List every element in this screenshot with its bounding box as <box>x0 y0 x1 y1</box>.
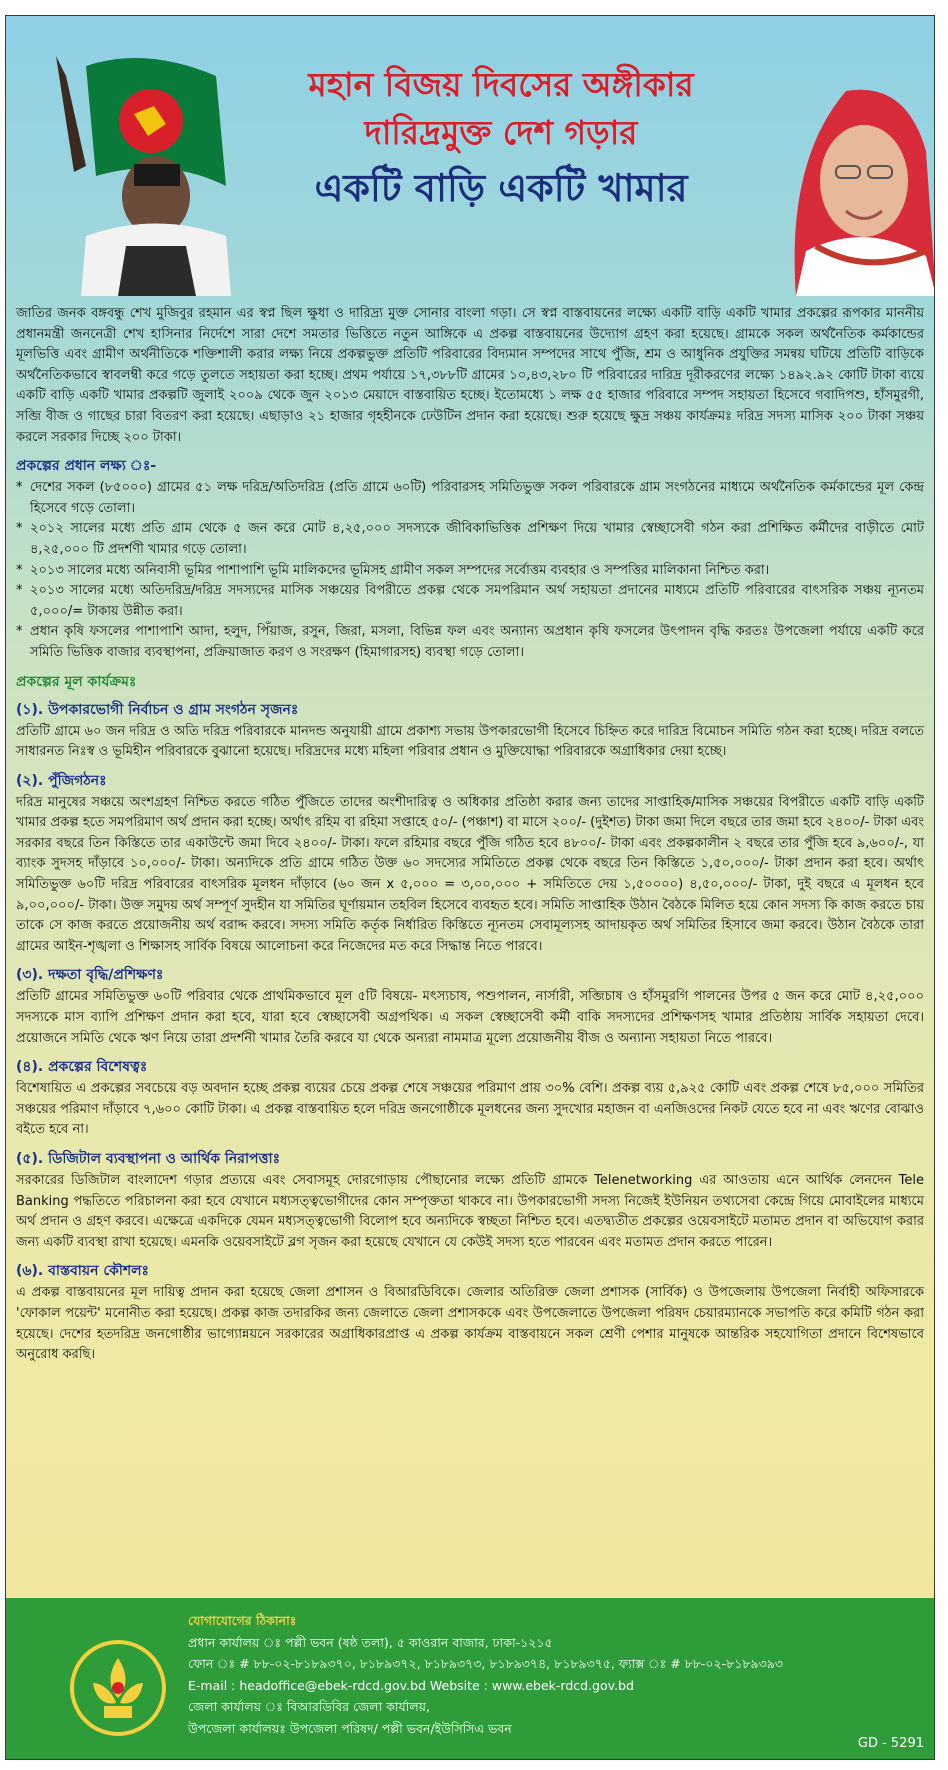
section-text: বিশেষায়িত এ প্রকল্পের সবচেয়ে বড় অবদান হচ্ছে প্রকল্প ব্যয়ের চেয়ে প্রকল্প শেষে সঞ্চয়ের পরিমাণ প্রায় ৩০% বেশি। প্রকল্প ব্যয় ৫,৯২৫ কোটি এবং প্রকল্প শেষে ৮৫,০০০ সমিতির সঞ্চয়ের পরিমাণ দাঁড়াবে ৭,৬০০ কোটি টাকা। এ প্রকল্প বাস্তবায়িত হলে দরিদ্র জনগোষ্ঠীকে মূলধনের জন্য সুদখোর মহাজন বা এনজিওদের নিকট যেতে হবে না এবং ঋণের বোঝাও বইতে হবে না। <box>16 1081 924 1138</box>
goals-list <box>16 478 924 663</box>
intro-paragraph: জাতির জনক বঙ্গবন্ধু শেখ মুজিবুর রহমান এর স্বপ্ন ছিল ক্ষুধা ও দারিদ্র্য মুক্ত সোনার বাংলা গড়া। সে স্বপ্ন বাস্তবায়নের লক্ষ্যে একটি বাড়ি একটি খামার প্রকল্পের রূপকার মাননীয় প্রধানমন্ত্রী জননেত্রী শেখ হাসিনার নির্দেশে সারা দেশে সমতার ভিত্তিতে নতুন আঙ্গিকে এ প্রকল্প বাস্তবায়নের উদ্যোগ গ্রহণ করা হয়েছে। গ্রামকে সকল অর্থনৈতিক কর্মকান্ডের মূলভিত্তি এবং গ্রামীণ অর্থনীতিকে শক্তিশালী করার লক্ষ্য নিয়ে প্রকল্পভুক্ত প্রতিটি পরিবারের বিদ্যমান সম্পদের সাথে পুঁজি, শ্রম ও আধুনিক প্রযুক্তির সমন্বয় ঘটিয়ে প্রতিটি বাড়িকে অর্থনৈতিকভাবে স্বাবলম্বী করে গড়ে তুলতে সহায়তা করা হচ্ছে। প্রথম পর্যায়ে ১৭,৩৮৮টি গ্রামের ১০,৪৩,২৮০ টি পরিবারের দারিদ্র দূরীকরণের লক্ষ্যে ১৪৯২.৯২ কোটি টাকা ব্যয়ে একটি বাড়ি একটি খামার প্রকল্পটি জুলাই ২০০৯ থেকে জুন ২০১৩ মেয়াদে বাস্তবায়িত হচ্ছে। ইতোমধ্যে ১ লক্ষ ৫৫ হাজার পরিবারে সম্পদ সহায়তা হিসেবে গবাদিপশু, হাঁসমুরগী, সব্জি বীজ ও গাছের চারা বিতরণ করা হয়েছে। এছাড়াও ২১ হাজার গৃহহীনকে ঢেউটিন প্রদান করা হয়েছে। শুরু হয়েছে ক্ষুদ্র সঞ্চয় কার্যক্রমঃ দরিদ্র সদস্য মাসিক ২০০ টাকা সঞ্চয় করলে সরকার দিচ্ছে ২০০ টাকা। <box>16 306 924 445</box>
ad-code: GD - 5291 <box>857 1736 924 1751</box>
list-item: * দেশের সকল (৮৫০০০) গ্রামের ৫১ লক্ষ দরিদ্র/অতিদরিদ্র (প্রতি গ্রামে ৬০টি) পরিবারসহ সমিতিভুক্ত সকল পরিবারকে গ্রাম সংগঠনের মাধ্যমে অর্থনৈতিক কর্মকান্ডের মূল কেন্দ্র হিসেবে গড়ে তোলা। <box>16 480 924 516</box>
section-text: সরকারের ডিজিটাল বাংলাদেশ গড়ার প্রত্যয়ে এবং সেবাসমূহ দোরগোড়ায় পৌছানোর লক্ষ্যে প্রতিটি গ্রামকে Telenetworking এর আওতায় এনে আর্থিক লেনদেন Tele Banking পদ্ধতিতে পরিচালনা করা হবে যেখানে মধ্যসত্ত্বভোগীদের কোন সম্পৃক্ততা থাকবে না। উপকারভোগী সদস্য নিজেই ইউনিয়ন তথ্যসেবা কেন্দ্রে গিয়ে মোবাইলের মাধ্যমে অর্থ প্রদান ও গ্রহণ করবে। এক্ষেত্রে একদিকে যেমন মধ্যসত্ত্বভোগী বিলোপ হবে অন্যদিকে স্বচ্ছতা নিশ্চিত হবে। এতদ্ব্যতীত প্রকল্পের ওয়েবসাইটে মতামত প্রদান বা অভিযোগ করার জন্য একটি ব্যবস্থা রাখা হয়েছে। এমনকি ওয়েবসাইটে ব্লগ সৃজন করা হয়েছে যেখানে যে কেউই সদস্য হতে পারবেন এবং মতামত প্রদান করতে পারেন। <box>16 1173 924 1250</box>
footer <box>6 1598 934 1760</box>
contact-line: জেলা কার্যালয় ঃ বিআরডিবির জেলা কার্যালয়, <box>188 1699 431 1714</box>
section-title: (৬). বাস্তবায়ন কৌশলঃ <box>16 1263 149 1280</box>
content <box>16 304 924 1370</box>
contact-line: ফোন ঃ # ৮৮-০২-৮১৮৯৩৭০, ৮১৮৯৩৭২, ৮১৮৯৩৭৩, ৮১৮৯৩৭৪, ৮১৮৯৩৭৫, ফ্যাক্স ঃ # ৮৮-০২-৮১৮৯৩৯৩ <box>188 1656 784 1671</box>
list-item: * ২০১৩ সালের মধ্যে অতিদরিদ্র/দরিদ্র সদস্যদের মাসিক সঞ্চয়ের বিপরীতে প্রকল্প থেকে সমপরিমান অর্থ সহায়তা প্রদানের মাধ্যমে প্রতিটি পরিবারের বাৎসরিক সঞ্চয় ন্যূনতম ৫,০০০/= টাকায় উন্নীত করা। <box>16 583 924 619</box>
section-title: (১). উপকারভোগী নির্বাচন ও গ্রাম সংগঠন সৃজনঃ <box>16 701 299 718</box>
section-text: প্রতিটি গ্রামের সমিতিভুক্ত ৬০টি পরিবার থেকে প্রাথমিকভাবে মূল ৫টি বিষয়ে- মৎস্যচাষ, পশুপালন, নার্সারী, সব্জিচাষ ও হাঁসমুরগি পালনের উপর ৫ জন করে মোট ৪,২৫,০০০ সদস্যকে মাস ব্যাপি প্রশিক্ষণ প্রদান করা হবে, যারা হবে স্বেচ্ছাসেবী অগ্রপথিক। এ সকল স্বেচ্ছাসেবী কর্মী বাকি সদস্যদের প্রশিক্ষণসহ খামার প্রতিষ্ঠায় সার্বিক সহায়তা দেবে। প্রয়োজনে সমিতি থেকে ঋণ নিয়ে তারা প্রদর্শনী খামার তৈরি করবে যা থেকে অন্যরা নামমাত্র মূল্যে প্রয়োজনীয় বীজ ও অন্যান্য সহায়তা নিতে পারবে। <box>16 989 924 1046</box>
contact-line: উপজেলা কার্যালয়ঃ উপজেলা পরিষদ/ পল্লী ভবন/ইউসিসিএ ভবন <box>188 1720 512 1736</box>
section-title: (৪). প্রকল্পের বিশেষত্বঃ <box>16 1059 148 1076</box>
section-title: (৫). ডিজিটাল ব্যবস্থাপনা ও আর্থিক নিরাপত্তাঃ <box>16 1151 281 1167</box>
title-block <box>236 61 766 219</box>
section-text: দরিদ্র মানুষের সঞ্চয়ে অংশগ্রহণ নিশ্চিত করতে গঠিত পুঁজিতে তাদের অংশীদারিত্ব ও অধিকার প্রতিষ্ঠা করার জন্য তাদের সাপ্তাহিক/মাসিক সঞ্চয়ের বিপরীতে একটি বাড়ি একটি খামার প্রকল্প হতে সমপরিমাণ অর্থ প্রদান করা হচ্ছে। অর্থাৎ রহিম বা রহিমা সপ্তাহে ৫০/- (পঞ্চাশ) বা মাসে ২০০/- (দুইশত) টাকা জমা দিলে বছরে তার জমা হবে ২৪০০/- টাকা এবং সরকার বছরে তিন কিস্তিতে তার একাউন্টে জমা দিবে ২৪০০/- টাকা। ফলে রহিমার বছরে পুঁজি গঠিত হবে ৪৮০০/- টাকা এবং প্রকল্পকালীন ২ বছরে তার পুঁজি হবে ৯,৬০০/-, যা ব্যাংক সুদসহ দাঁড়াবে ১০,০০০/- টাকা। অন্যদিকে প্রতি গ্রামে গঠিত উক্ত ৬০ সদস্যের সমিতিতে প্রকল্প থেকে বছরে তিন কিস্তিতে ১,৫০,০০০/- টাকা প্রদান করা হবে। অর্থাৎ সমিতিভুক্ত ৬০টি দরিদ্র পরিবারের বাৎসরিক মূলধন দাঁড়াবে (৬০ জন x ৫,০০০ = ৩,০০,০০০ + সমিতিতে দেয় ১,৫০০০০) ৪,৫০,০০০/- টাকা, দুই বছরে এ মূলধন হবে ৯,০০,০০০/- টাকা। উক্ত সমুদয় অর্থ সম্পূর্ণ সুদহীন যা সমিতির ঘূর্ণায়মান তহবিল হিসেবে ব্যবহৃত হবে। সমিতি সাপ্তাহিক উঠান বৈঠকে মিলিত হয়ে কোন সদস্য কি কাজ করতে চায় তাকে সে কাজ করতে প্রয়োজনীয় অর্থ বরাদ্দ করবে। সদস্য সমিতি কর্তৃক নির্ধারিত কিস্তিতে ন্যূনতম সেবামূল্যসহ আদায়কৃত অর্থ সমিতির হিসাবে জমা করবে। উঠান বৈঠকে তারা গ্রামের আইন-শৃঙ্খলা ও শিক্ষাসহ সার্বিক বিষয়ে আলোচনা করে নিজেদের মত করে সিদ্ধান্ত নিতে পারবে। <box>16 794 925 954</box>
contact-line: E-mail : headoffice@ebek-rdcd.gov.bd Website : www.ebek-rdcd.gov.bd <box>188 1677 634 1693</box>
bullet: * <box>16 562 23 578</box>
contact-heading: যোগাযোগের ঠিকানাঃ <box>188 1613 297 1628</box>
list-item: * প্রধান কৃষি ফসলের পাশাপাশি আদা, হলুদ, পিঁয়াজ, রসুন, জিরা, মসলা, বিভিন্ন ফল এবং অন্যান্য অপ্রধান কৃষি ফসলের উৎপাদন বৃদ্ধি করতঃ উপজেলা পর্যায়ে একটি করে সমিতি ভিত্তিক বাজার ব্যবস্থাপনা, প্রক্রিয়াজাত করণ ও সংরক্ষণ (হিমাগারসহ) ব্যবস্থা গড়ে তোলা। <box>16 624 924 660</box>
section-text: প্রতিটি গ্রামে ৬০ জন দরিদ্র ও অতি দরিদ্র পরিবারকে মানদন্ড অনুযায়ী গ্রামে প্রকাশ্য সভায় উপকারভোগী হিসেবে চিহ্নিত করে দারিদ্র বিমোচন সমিতি গঠন করা হচ্ছে। দরিদ্র বলতে সাধারনত নিঃস্ব ও ভূমিহীন পরিবারকে বুঝানো হয়েছে। দরিদ্রদের মধ্যে মহিলা পরিবার প্রধান ও মুক্তিযোদ্ধা পরিবারকে অগ্রাধিকার দেয়া হচ্ছে। <box>16 723 924 760</box>
list-item: * ২০১২ সালের মধ্যে প্রতি গ্রাম থেকে ৫ জন করে মোট ৪,২৫,০০০ সদস্যকে জীবিকাভিত্তিক প্রশিক্ষণ দিয়ে খামার স্বেচ্ছাসেবী গঠন করা প্রশিক্ষিত কর্মীদের বাড়ীতে মোট ৪,২৫,০০০ টি প্রদর্শণী খামার গড়ে তোলা। <box>16 521 924 557</box>
section-title: (৩). দক্ষতা বৃদ্ধি/প্রশিক্ষণঃ <box>16 967 164 984</box>
leader-portrait-image <box>776 71 935 296</box>
bullet: * <box>16 521 23 537</box>
title-line-2: দারিদ্রমুক্ত দেশ গড়ার <box>364 113 638 152</box>
bullet: * <box>16 583 23 599</box>
list-item: * ২০১৩ সালের মধ্যে অনিবাসী ভূমির পাশাপাশি ভূমি মালিকদের ভূমিসহ গ্রামীণ সকল সম্পদের সর্বোত্তম ব্যবহার ও সম্পত্তির মালিকানা নিশ্চিত করা। <box>16 561 924 582</box>
goals-heading: প্রকল্পের প্রধান লক্ষ্য ঃ- <box>16 458 157 475</box>
advertisement-page <box>5 15 935 1760</box>
bullet: * <box>16 624 23 640</box>
section-text: এ প্রকল্প বাস্তবায়নের মূল দায়িত্ব প্রদান করা হয়েছে জেলা প্রশাসন ও বিআরডিবিকে। জেলার অতিরিক্ত জেলা প্রশাসক (সার্বিক) ও উপজেলায় উপজেলা নির্বাহী অফিসারকে 'ফোকাল পয়েন্ট' মনোনীত করা হয়েছে। প্রকল্প কাজ তদারকির জন্য জেলাতে জেলা প্রশাসককে এবং উপজেলাতে উপজেলা পরিষদ চেয়ারম্যানকে সভাপতি করে কমিটি গঠন করা হয়েছে। দেশের হতদরিদ্র জনগোষ্ঠীর ভাগ্যোন্নয়নে সরকারের অগ্রাধিকারপ্রাপ্ত এ প্রকল্প কার্যক্রম বাস্তবায়নে সকল শ্রেণী পেশার মানুষকে আন্তরিক সহযোগিতা প্রদানে বিশেষভাবে অনুরোধ করছি। <box>16 1285 924 1363</box>
activities-heading: প্রকল্পের মূল কার্যক্রমঃ <box>16 673 137 690</box>
header <box>6 16 934 296</box>
section-title: (২). পুঁজিগঠনঃ <box>16 772 107 789</box>
ebek-logo-icon <box>68 1638 168 1738</box>
flag-portrait-image <box>26 36 236 296</box>
title-line-3: একটি বাড়ি একটি খামার <box>314 165 688 210</box>
contact-info <box>188 1610 908 1739</box>
title-line-1: মহান বিজয় দিবসের অঙ্গীকার <box>308 65 694 104</box>
contact-line: প্রধান কার্যালয় ঃ পল্লী ভবন (ষষ্ঠ তলা), ৫ কাওরান বাজার, ঢাকা-১২১৫ <box>188 1634 553 1650</box>
bullet: * <box>16 480 23 496</box>
